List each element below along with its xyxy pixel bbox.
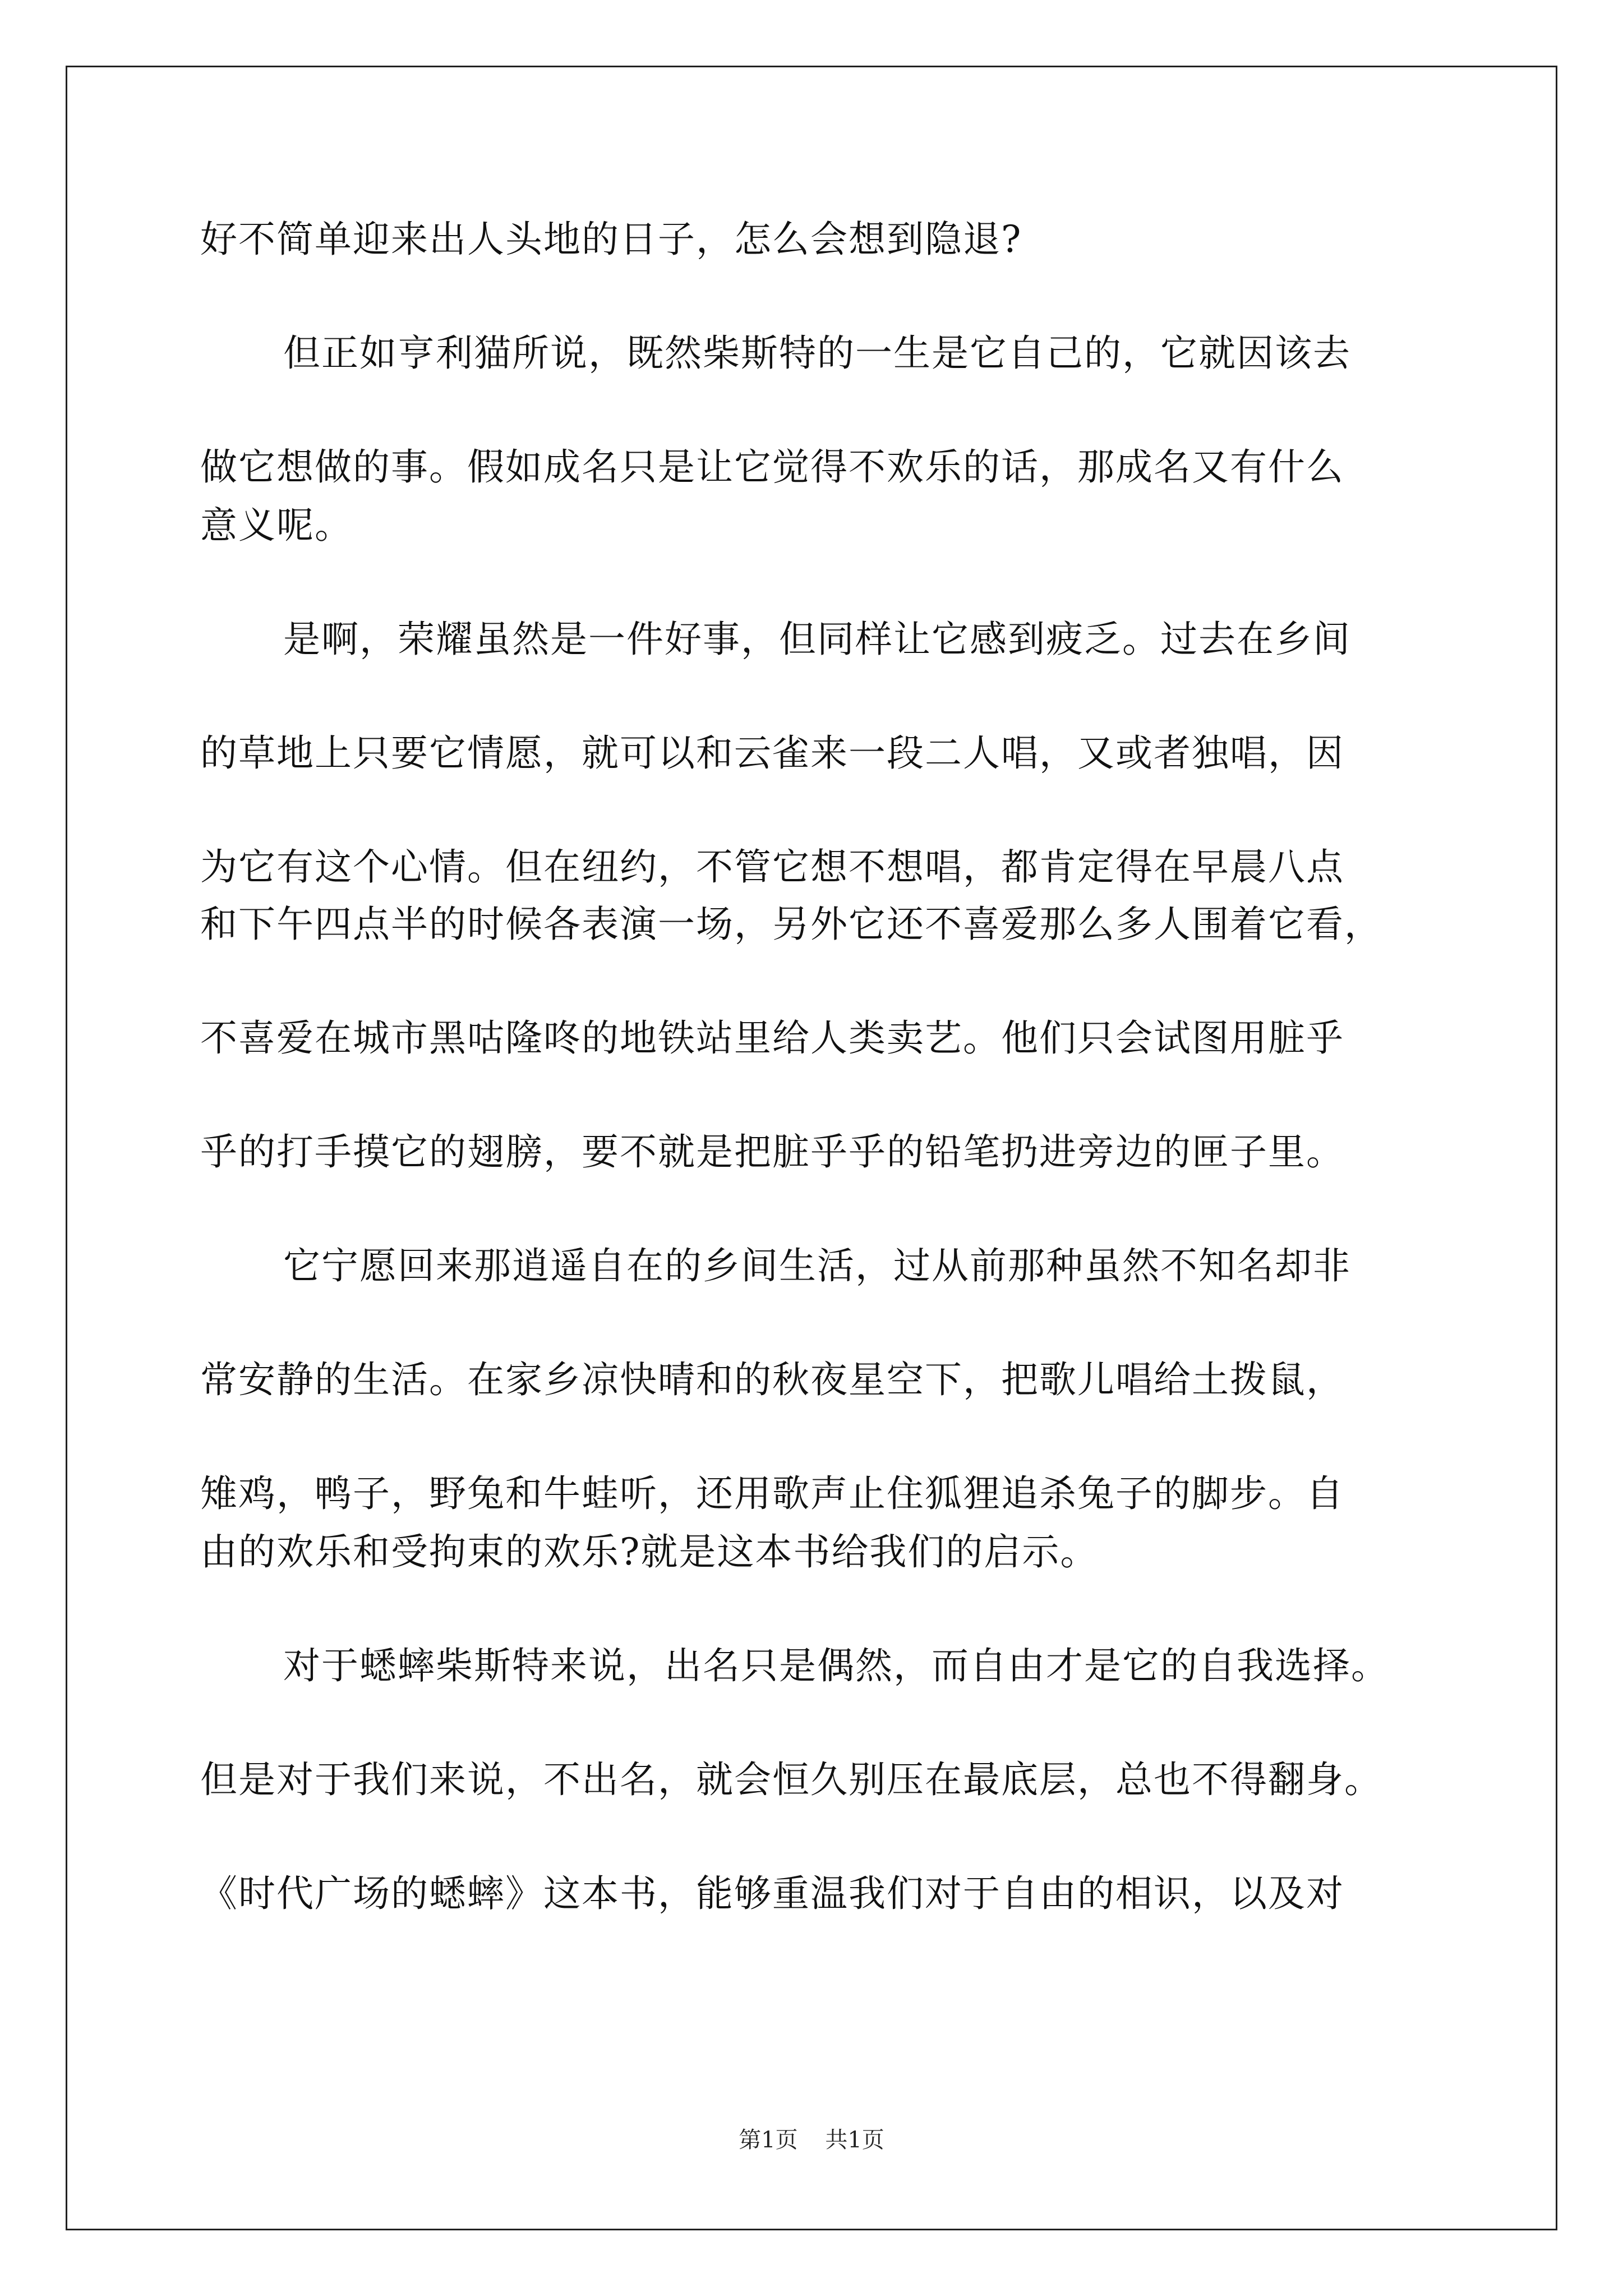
text-line: 雉鸡，鸭子，野兔和牛蛙听，还用歌声止住狐狸追杀兔子的脚步。自 [200,1472,1344,1515]
total-pages-label: 共1页 [825,2127,884,2153]
text-line: 常安静的生活。在家乡凉快晴和的秋夜星空下，把歌儿唱给土拨鼠， [200,1358,1344,1401]
text-line: 好不简单迎来出人头地的日子，怎么会想到隐退? [200,218,1022,261]
text-line: 但正如亨利猫所说，既然柴斯特的一生是它自己的，它就因该去 [283,332,1351,375]
page-footer [0,2126,1623,2154]
text-line: 不喜爱在城市黑咕隆咚的地铁站里给人类卖艺。他们只会试图用脏乎 [200,1016,1344,1060]
text-line: 对于蟋蟀柴斯特来说，出名只是偶然，而自由才是它的自我选择。 [283,1644,1389,1687]
text-line: 但是对于我们来说，不出名，就会恒久别压在最底层，总也不得翻身。 [200,1758,1382,1801]
text-line: 它宁愿回来那逍遥自在的乡间生活，过从前那种虽然不知名却非 [283,1244,1351,1287]
text-line: 由的欢乐和受拘束的欢乐?就是这本书给我们的启示。 [200,1530,1099,1573]
text-line: 做它想做的事。假如成名只是让它觉得不欢乐的话，那成名又有什么 [200,445,1344,489]
text-line: 的草地上只要它情愿，就可以和云雀来一段二人唱，又或者独唱，因 [200,731,1344,775]
text-line: 和下午四点半的时候各表演一场，另外它还不喜爱那么多人围着它看， [200,903,1382,946]
text-line: 意义呢。 [200,504,353,547]
text-line: 是啊，荣耀虽然是一件好事，但同样让它感到疲乏。过去在乡间 [283,618,1351,661]
current-page-label: 第1页 [739,2127,798,2153]
text-line: 乎的打手摸它的翅膀，要不就是把脏乎乎的铅笔扔进旁边的匣子里。 [200,1130,1344,1174]
text-line: 《时代广场的蟋蟀》这本书，能够重温我们对于自由的相识，以及对 [200,1872,1344,1915]
text-line: 为它有这个心情。但在纽约，不管它想不想唱，都肯定得在早晨八点 [200,845,1344,889]
